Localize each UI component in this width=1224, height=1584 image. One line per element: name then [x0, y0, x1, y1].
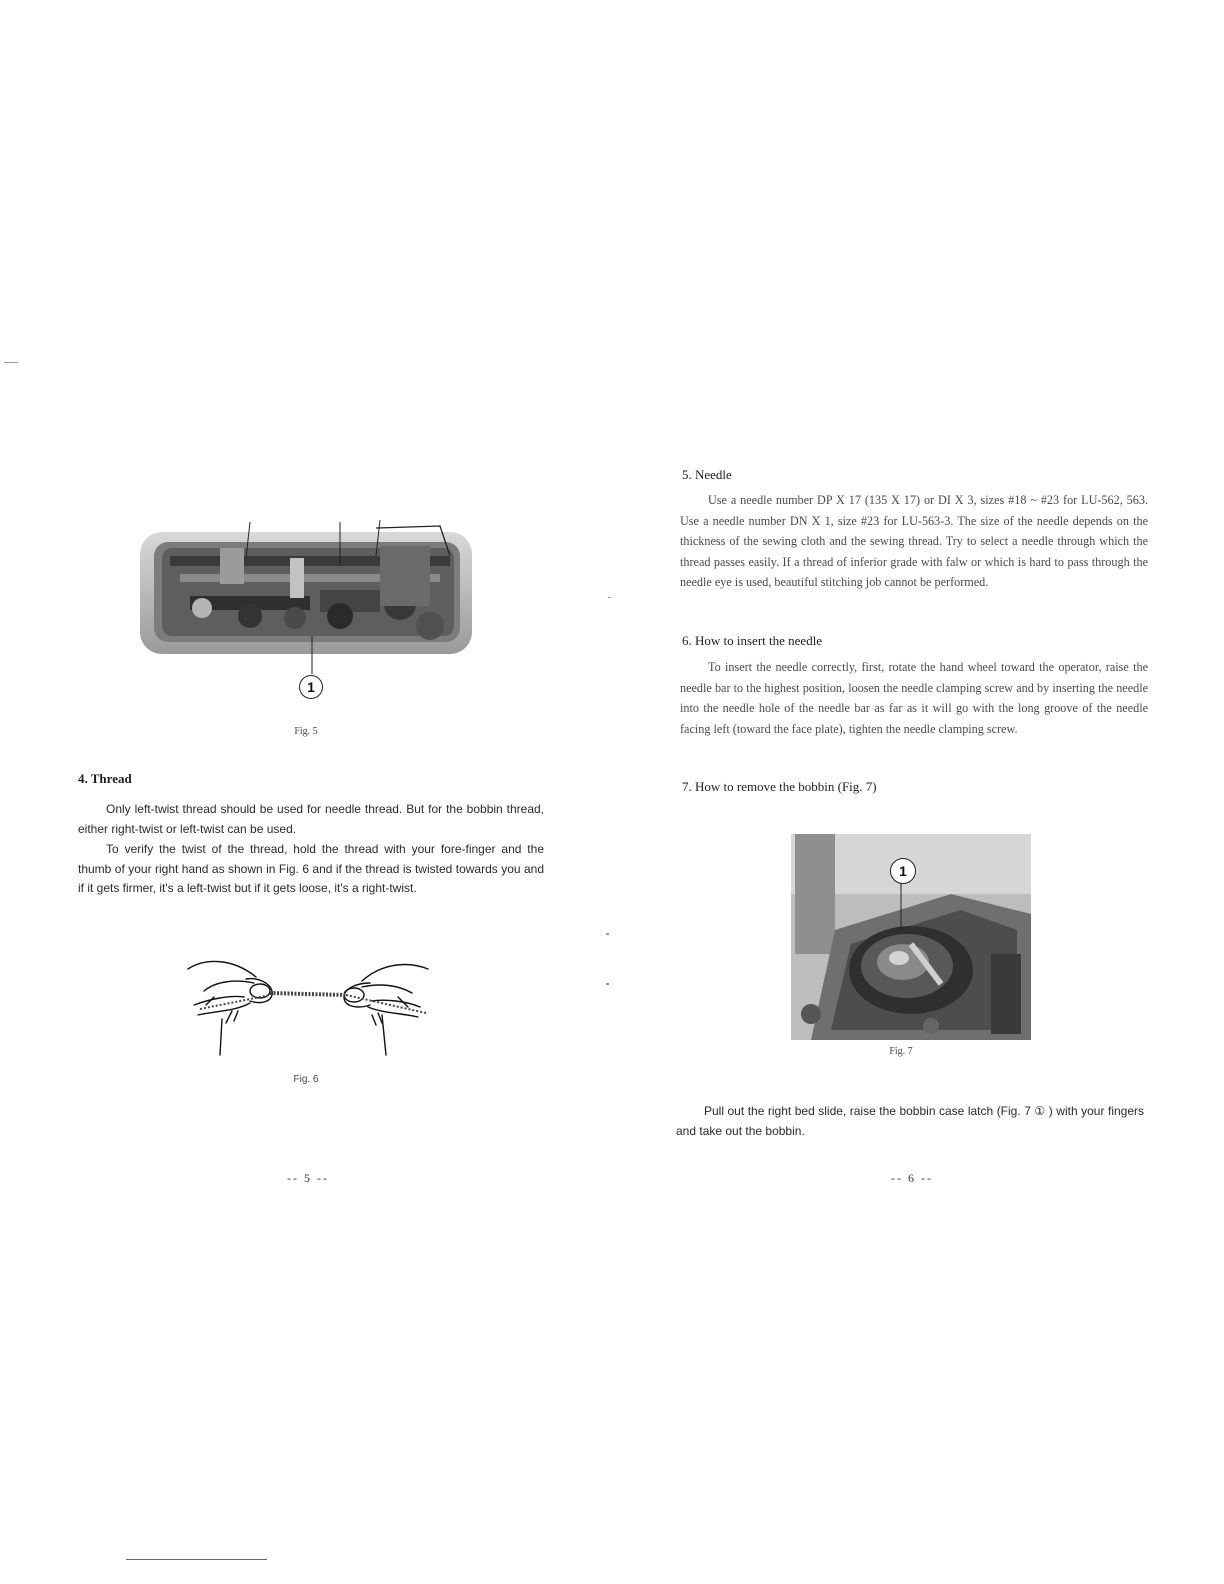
fig6-hands-illustration: [186, 955, 430, 1061]
section4-paragraph-2: To verify the twist of the thread, hold the thread with your fore-finger and the thumb of your right hand as shown in Fig. 6 and if the thread is twisted towards you and if it gets firmer, it's a left-twist but if it gets loose, it's a right-twist.: [78, 842, 544, 895]
scan-mark: [608, 597, 611, 598]
fig5-callout-badge: 1: [299, 675, 323, 699]
scan-mark: [606, 933, 609, 935]
scan-mark: [606, 983, 609, 985]
section5-paragraph: Use a needle number DP X 17 (135 X 17) or DI X 3, sizes #18 ~ #23 for LU-562, 563. Use a needle number DN X 1, size #23 for LU-563-3. The size of the needle depends on the thickness of the sewing cloth and the sewing thread. Try to select a needle through which the thread passes easily. If a thread of inferior grade with falw or which is hard to pass through the needle eye is used, beautiful stitching job cannot be performed.: [680, 493, 1148, 589]
section7-heading: 7. How to remove the bobbin (Fig. 7): [682, 779, 877, 794]
fig6-caption: Fig. 6: [293, 1074, 319, 1085]
section4-heading: 4. Thread: [78, 771, 132, 786]
section6-heading: 6. How to insert the needle: [682, 633, 823, 648]
section7-paragraph: Pull out the right bed slide, raise the bobbin case latch (Fig. 7 ① ) with your fingers and take out the bobbin.: [676, 1104, 1144, 1138]
section5-heading: 5. Needle: [682, 467, 732, 482]
section4-paragraph-1: Only left-twist thread should be used for needle thread. But for the bobbin thread, either right-twist or left-twist can be used.: [78, 802, 544, 836]
fig5-machine-photo: [140, 486, 480, 686]
section6-paragraph: To insert the needle correctly, first, rotate the hand wheel toward the operator, raise the needle bar to the highest position, loosen the needle clamping screw and by inserting the needle into the needle hole of the needle bar as far as it will go with the long groove of the needle facing left (toward the face plate), tighten the needle clamping screw.: [680, 660, 1148, 736]
fig7-callout-badge: 1: [890, 858, 916, 884]
fig6-figure: [186, 955, 430, 1061]
fig5-figure: [140, 486, 480, 686]
fig5-caption: Fig. 5: [294, 726, 318, 737]
fig7-caption: Fig. 7: [889, 1046, 913, 1057]
page-number-5: -- 5 --: [287, 1171, 329, 1185]
scan-mark: [4, 362, 18, 363]
footer-rule: [126, 1559, 267, 1560]
page-number-6: -- 6 --: [891, 1171, 933, 1185]
